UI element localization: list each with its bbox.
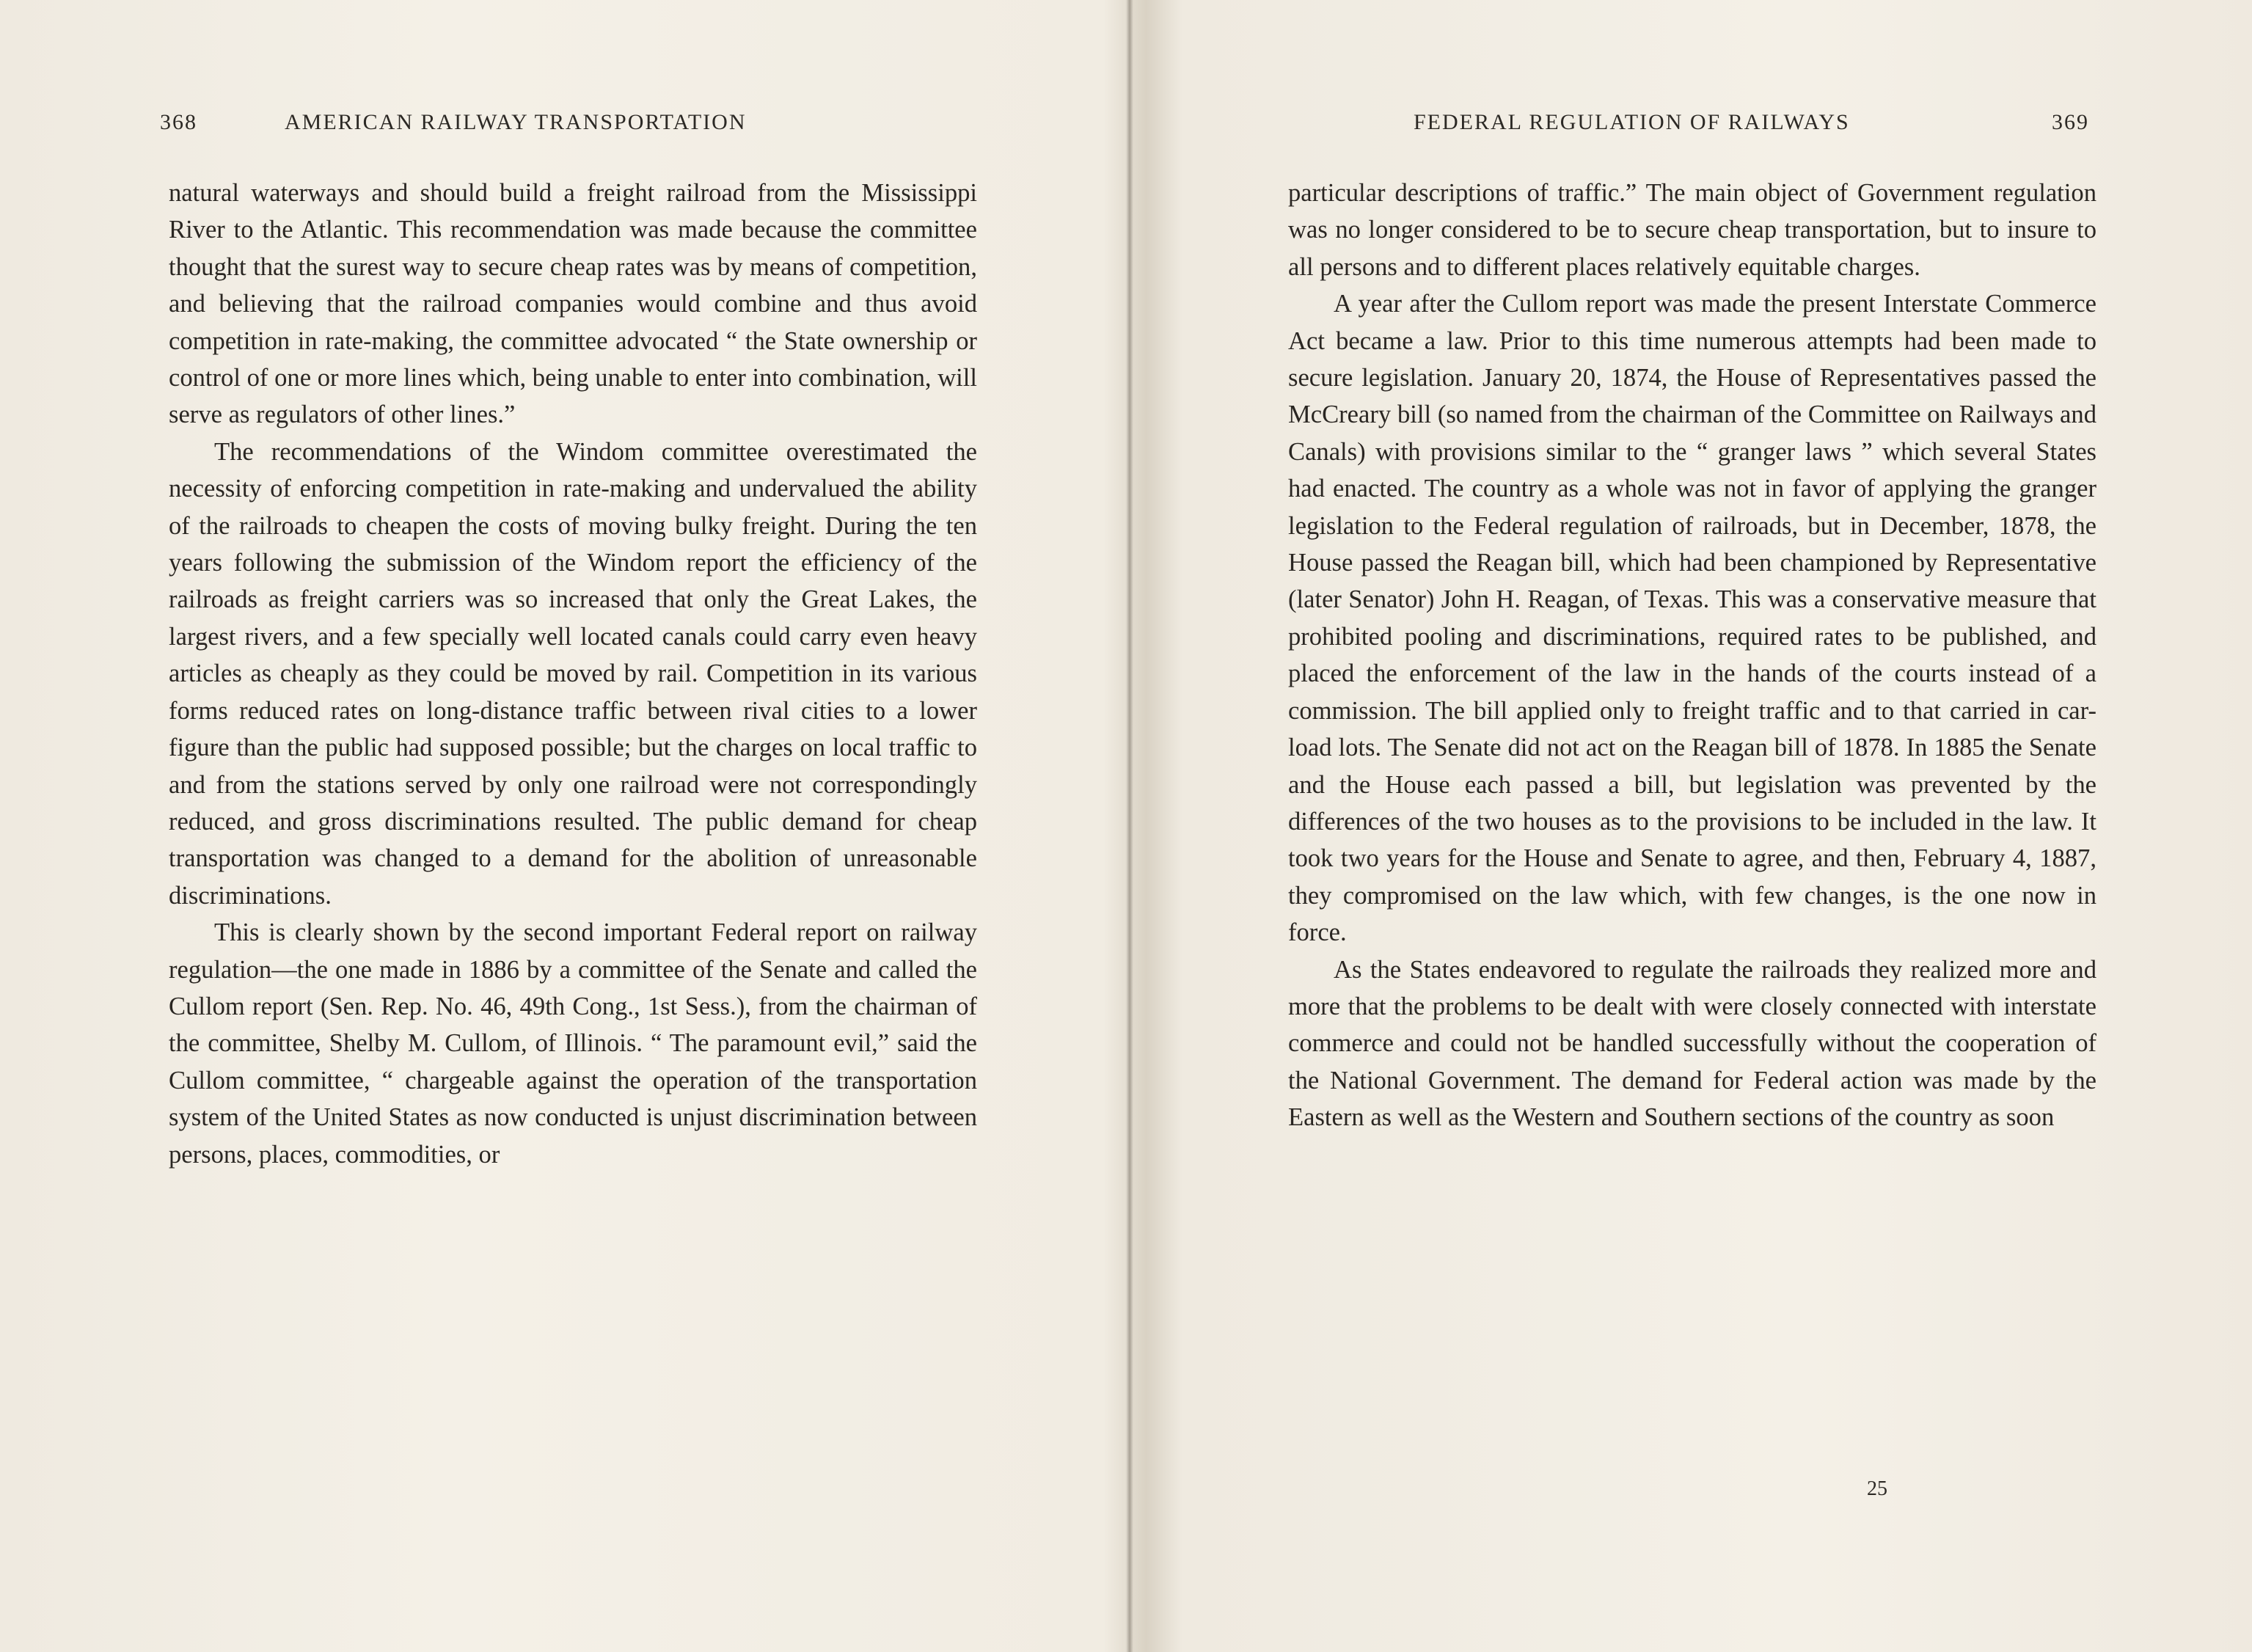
running-head-right: FEDERAL REGULATION OF RAILWAYS (1414, 110, 1850, 134)
paragraph: This is clearly shown by the second important Federal report on railway regulation—the one made in 1886 by a committee of the Senate and called the Cullom report (Sen. Rep. No. 46, 49th Cong., 1st Sess.), from the chairman of the committee, Shelby M. Cullom, of Illinois. “ The paramount evil,” said the Cullom committee, “ chargeable against the operation of the transportation system of the United States as now conducted is unjust discrimination between persons, places, commodities, or (169, 918, 977, 1169)
signature-mark: 25 (1867, 1477, 1887, 1500)
book-gutter (1126, 0, 1133, 1652)
paragraph: As the States endeavored to regulate the railroads they realized more and more that the problems to be dealt with were closely connected with interstate commerce and could not be handled successfully without the cooperation of the National Government. The demand for Federal action was made by the Eastern as well as the Western and Southern sections of the country as soon (1288, 955, 2096, 1132)
running-head-left: AMERICAN RAILWAY TRANSPORTATION (285, 110, 747, 134)
right-page (1133, 0, 2252, 1652)
paragraph: A year after the Cullom report was made the present Interstate Commerce Act became a law. Prior to this time numerous attempts had been made to secure legislation. January 20, 1874, the House of Representatives passed the McCreary bill (so named from the chairman of the Committee on Railways and Canals) with provisions similar to the “ granger laws ” which several States had enacted. The country as a whole was not in favor of applying the granger legislation to the Federal regulation of railroads, but in December, 1878, the House passed the Reagan bill, which had been championed by Representative (later Senator) John H. Reagan, of Texas. This was a conservative measure that prohibited pooling and discriminations, required rates to be published, and placed the enforcement of the law in the hands of the courts instead of a commission. The bill applied only to freight traffic and to that carried in car-load lots. The Senate did not act on the Reagan bill of 1878. In 1885 the Senate and the House each passed a bill, but legislation was prevented by the differences of the two houses as to the provisions to be included in the law. It took two years for the House and Senate to agree, and then, February 4, 1887, they compromised on the law which, with few changes, is the one now in force. (1288, 290, 2096, 947)
paragraph: natural waterways and should build a freight railroad from the Mississippi River to the Atlantic. This recommendation was made because the committee thought that the surest way to secure cheap rates was by means of competition, and believing that the railroad companies would combine and thus avoid competition in rate-making, the committee advocated “ the State ownership or control of one or more lines which, being unable to enter into combination, will serve as regulators of other lines.” (169, 179, 977, 429)
page-number-right: 369 (2052, 110, 2089, 134)
paragraph: The recommendations of the Windom committee overestimated the necessity of enforcing competition in rate-making and undervalued the ability of the railroads to cheapen the costs of moving bulky freight. During the ten years following the submission of the Windom report the efficiency of the railroads as freight carriers was so increased that only the Great Lakes, the largest rivers, and a few specially well located canals could carry even heavy articles as cheaply as they could be moved by rail. Competition in its various forms reduced rates on long-distance traffic between rival cities to a lower figure than the public had supposed possible; but the charges on local traffic to and from the stations served by only one railroad were not correspondingly reduced, and gross discriminations resulted. The public demand for cheap transportation was changed to a demand for the abolition of unreasonable discriminations. (169, 437, 977, 910)
right-page-body (1288, 175, 2096, 1136)
page-number-left: 368 (160, 110, 197, 134)
left-page-body (169, 175, 977, 1173)
paragraph: particular descriptions of traffic.” The main object of Government regulation was no longer considered to be to secure cheap transportation, but to insure to all persons and to different places relatively equitable charges. (1288, 179, 2096, 281)
